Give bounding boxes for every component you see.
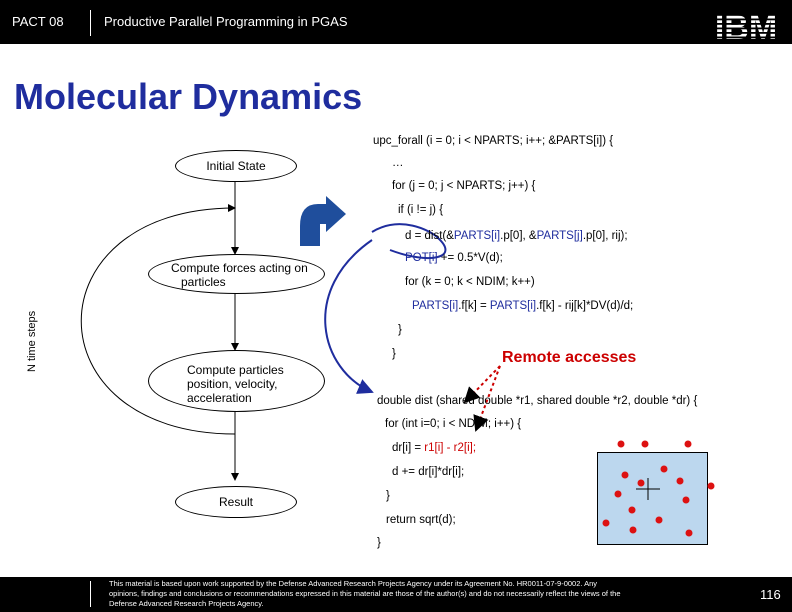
particle	[686, 530, 693, 537]
code-text: dr[i] =	[392, 442, 425, 454]
code-pot-i: POT[i]	[405, 252, 438, 264]
result-label: Result	[218, 495, 253, 509]
particle	[622, 472, 629, 479]
n-time-steps-label: N time steps	[26, 310, 38, 372]
code-line-close-3: }	[386, 490, 390, 502]
code-line-if: if (i != j) {	[398, 204, 444, 216]
page-number: 116	[760, 587, 781, 602]
particle	[708, 483, 715, 490]
particle	[677, 478, 684, 485]
presentation-title: Productive Parallel Programming in PGAS	[104, 14, 348, 29]
code-line-forall: upc_forall (i = 0; i < NPARTS; i++; &PARTS[i]) {	[373, 135, 614, 147]
remote-accesses-label: Remote accesses	[502, 349, 637, 366]
particle	[638, 480, 645, 487]
code-line-return: return sqrt(d);	[386, 514, 456, 526]
code-text: += 0.5*V(d);	[437, 252, 503, 264]
code-text: .f[k] =	[458, 300, 490, 312]
code-text: .f[k] - rij[k]*DV(d)/d;	[536, 300, 634, 312]
footer-disclaimer: This material is based upon work supported by the Defense Advanced Research Projects Agency under its Agreement No. HR0011-07-9-0002. Any opinions, findings and conclusions or recommendations expressed in this material are those of the author(s) and do not necessarily reflect the views of the Defense Advanced Research Projects Agency.	[109, 579, 621, 608]
code-line-close-4: }	[377, 537, 381, 549]
code-parts-i: PARTS[i]	[453, 230, 501, 242]
code-line-close-2: }	[392, 348, 396, 360]
code-parts-i: PARTS[i]	[489, 300, 537, 312]
code-text: .p[0], &	[500, 230, 537, 242]
footer-divider	[90, 581, 91, 607]
particle	[683, 497, 690, 504]
slide-heading: Molecular Dynamics	[14, 76, 363, 117]
code-line-d-accum: d += dr[i]*dr[i];	[392, 466, 465, 478]
particle	[603, 520, 610, 527]
compute-particles-label: Compute particles position, velocity, acceleration	[187, 363, 284, 405]
particle	[656, 517, 663, 524]
particle	[685, 441, 692, 448]
code-parts-i: PARTS[i]	[412, 300, 459, 312]
code-line-close-1: }	[398, 324, 402, 336]
footer-bar	[0, 577, 792, 612]
compute-forces-label: Compute forces acting on particles	[171, 261, 308, 289]
particle	[629, 507, 636, 514]
code-parts-j: PARTS[j]	[536, 230, 583, 242]
particle	[661, 466, 668, 473]
code-line-for-i: for (int i=0; i < NDIM; i++) {	[385, 418, 522, 430]
code-line-ellipsis: …	[392, 157, 404, 169]
initial-state-label: Initial State	[206, 159, 266, 173]
code-line-for-j: for (j = 0; j < NPARTS; j++) {	[392, 180, 536, 192]
code-remote-expr: r1[i] - r2[i];	[424, 442, 477, 454]
code-line-dist-def: double dist (shared double *r1, shared double *r2, double *dr) {	[377, 395, 698, 407]
code-text: .p[0], rij);	[582, 230, 628, 242]
particle	[642, 441, 649, 448]
code-text: d = dist(&	[405, 230, 454, 242]
code-line-for-k: for (k = 0; k < NDIM; k++)	[405, 276, 535, 288]
conference-label: PACT 08	[12, 14, 64, 29]
particle	[615, 491, 622, 498]
particle	[618, 441, 625, 448]
particle	[630, 527, 637, 534]
